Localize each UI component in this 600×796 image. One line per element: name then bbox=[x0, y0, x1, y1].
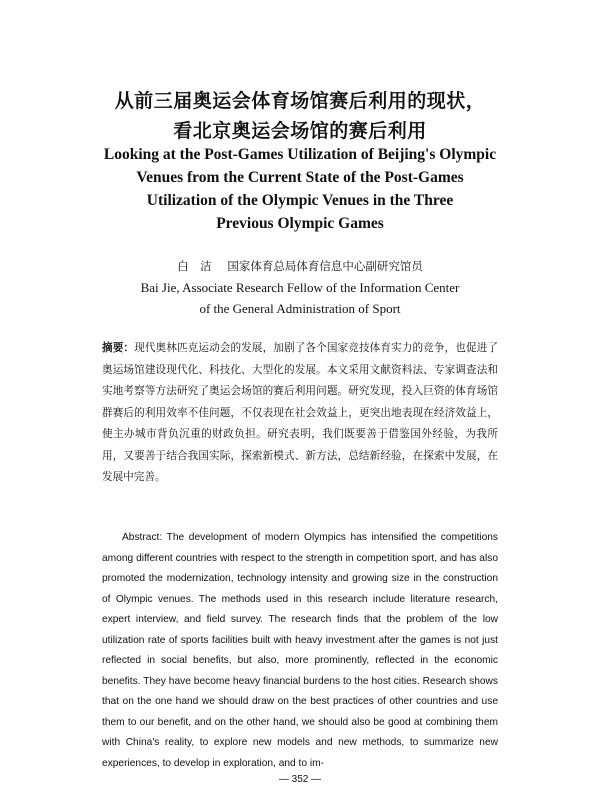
abstract-cn-label: 摘要： bbox=[102, 342, 135, 354]
title-en-line-4: Previous Olympic Games bbox=[216, 215, 384, 232]
abstract-en-label: Abstract: bbox=[122, 532, 163, 543]
abstract-cn-text: 现代奥林匹克运动会的发展，加剧了各个国家竞技体育实力的竞争，也促进了奥运场馆建设现代化、科技化、大型化的发展。本文采用文献资料法、专家调查法和实地考察等方法研究了奥运会场馆的赛后利用问题。研究发现，投入巨资的体育场馆群赛后的利用效率不佳问题，不仅表现在社会效益上，更突出地表现在经济效益上，使主办城市背负沉重的财政负担。研究表明，我们既要善于借鉴国外经验，为我所用，又要善于结合我国实际，探索新模式、新方法，总结新经验，在探索中发展，在发展中完善。 bbox=[102, 342, 499, 483]
abstract-cn bbox=[102, 338, 498, 489]
author-affiliation-cn: 国家体育总局体育信息中心副研究馆员 bbox=[227, 259, 423, 273]
abstract-en-text: The development of modern Olympics has intensified the competitions among different countries with respect to the strength in competition sport, and has also promoted the modernization, technology intensity and growing size in the construction of Olympic venues. The methods used in this research include literature research, expert interview, and field survey. The research finds that the problem of the low utilization rate of sports facilities built with heavy investment after the games is not just reflected in social benefits, but also, more prominently, reflected in the economic benefits. They have become heavy financial burdens to the host cities. Research shows that on the one hand we should draw on the best practices of other countries and use them to our benefit, and on the other hand, we should also be good at combining them with China's reality, to explore new models and new methods, to summarize new experiences, to develop in exploration, and to im- bbox=[102, 532, 498, 769]
author-en-line-2: of the General Administration of Sport bbox=[199, 301, 401, 316]
author-cn-line bbox=[0, 258, 600, 274]
title-cn-line-1: 从前三届奥运会体育场馆赛后利用的现状， bbox=[114, 90, 486, 112]
title-cn-line-2: 看北京奥运会场馆的赛后利用 bbox=[173, 120, 427, 142]
title-en-line-3: Utilization of the Olympic Venues in the Three bbox=[146, 192, 454, 209]
abstract-en bbox=[102, 528, 498, 774]
author-en-line-1: Bai Jie, Associate Research Fellow of the Information Center bbox=[140, 280, 460, 295]
page-number: — 352 — bbox=[278, 774, 322, 785]
author-name-cn: 白 洁 bbox=[177, 259, 212, 273]
title-en-line-1: Looking at the Post-Games Utilization of Beijing's Olympic bbox=[103, 146, 497, 163]
title-en-line-2: Venues from the Current State of the Post-Games bbox=[136, 169, 464, 186]
